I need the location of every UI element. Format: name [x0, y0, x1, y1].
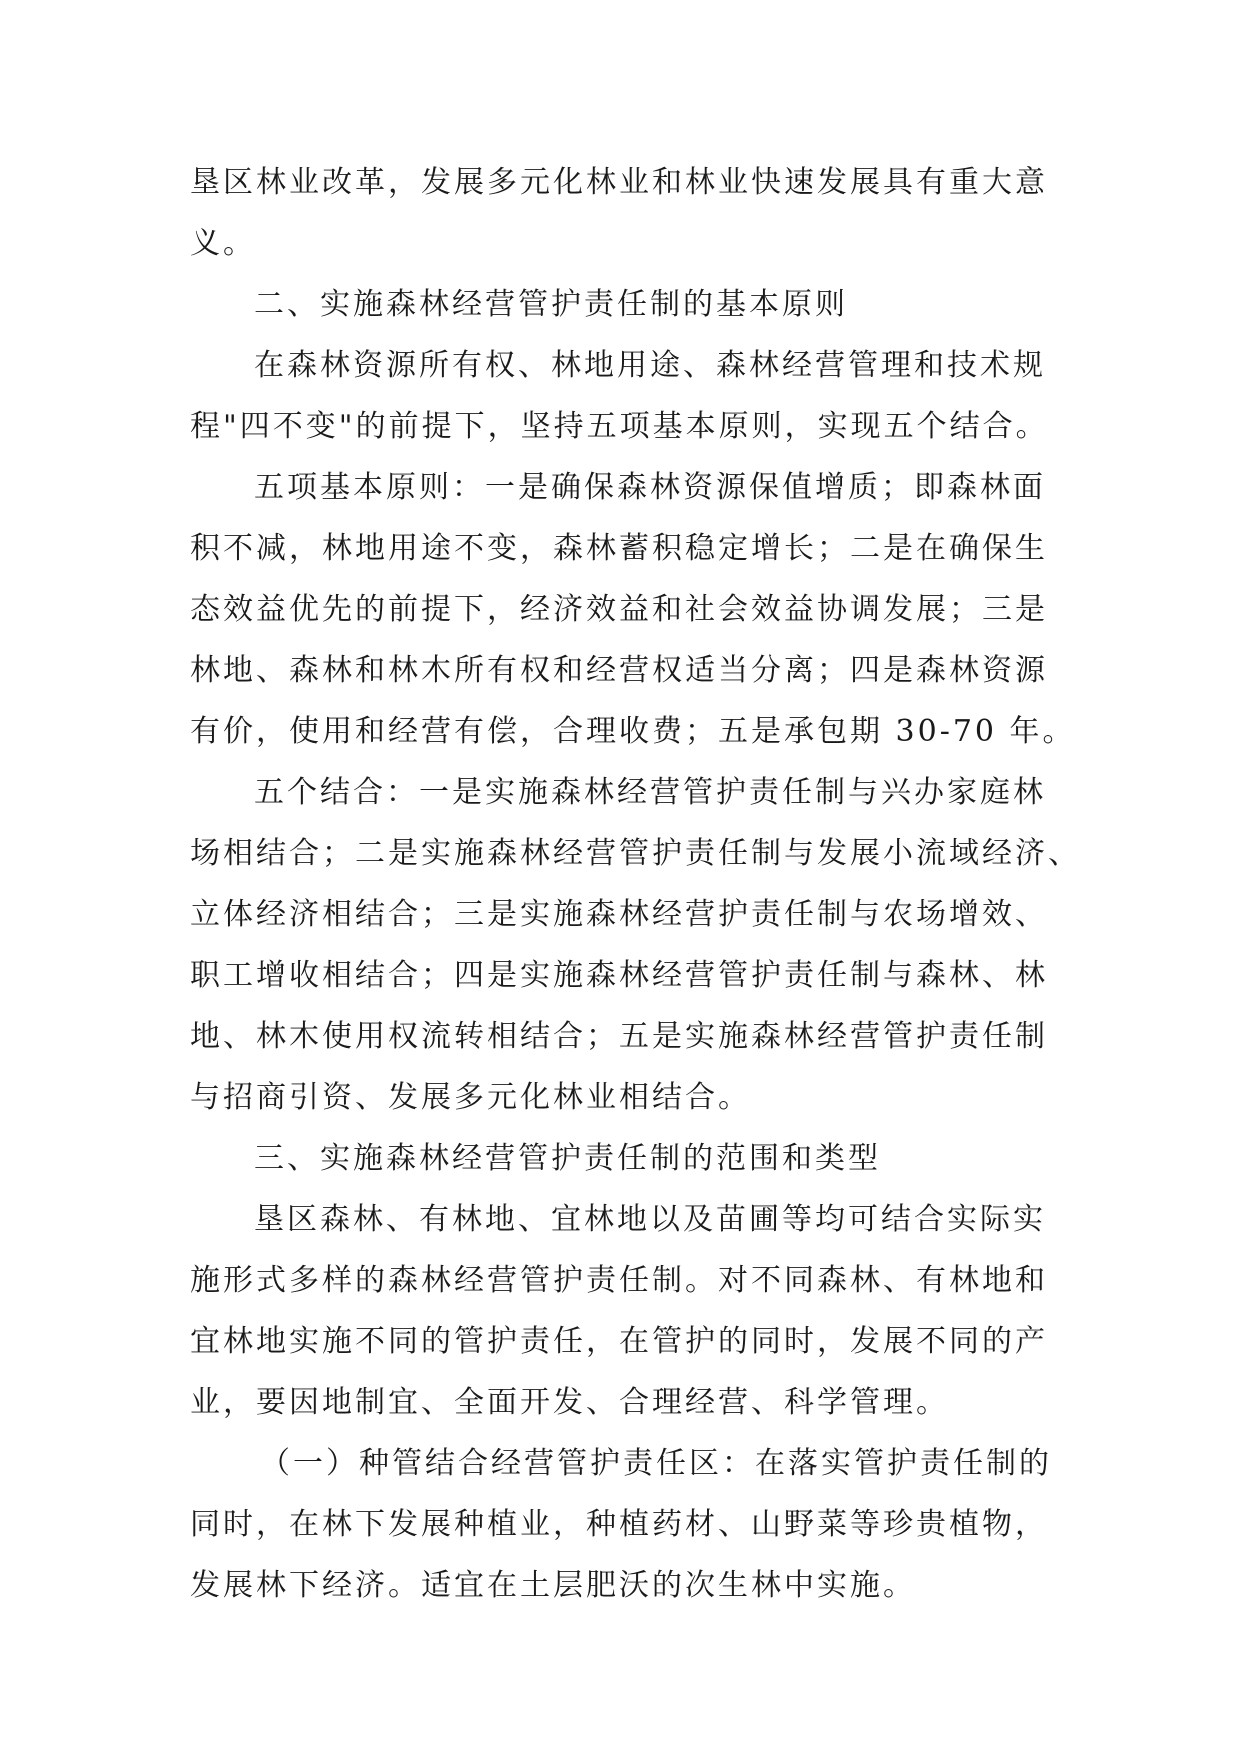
section-heading-3: 三、实施森林经营管护责任制的范围和类型: [254, 1141, 881, 1176]
paragraph-line: 地、林木使用权流转相结合；五是实施森林经营管护责任制: [190, 1019, 1048, 1054]
paragraph-line: 宜林地实施不同的管护责任，在管护的同时，发展不同的产: [190, 1324, 1048, 1359]
paragraph-line: 义。: [190, 226, 256, 261]
paragraph-line: 同时，在林下发展种植业，种植药材、山野菜等珍贵植物，: [190, 1507, 1048, 1542]
subsection-heading-1: （一）种管结合经营管护责任区：在落实管护责任制的: [260, 1446, 1052, 1481]
paragraph-line: 与招商引资、发展多元化林业相结合。: [190, 1080, 751, 1115]
paragraph-line: 程"四不变"的前提下，坚持五项基本原则，实现五个结合。: [190, 409, 1049, 444]
paragraph-line: 在森林资源所有权、林地用途、森林经营管理和技术规: [254, 348, 1046, 383]
paragraph-line: 场相结合；二是实施森林经营管护责任制与发展小流域经济、: [190, 836, 1081, 871]
paragraph-line: 立体经济相结合；三是实施森林经营护责任制与农场增效、: [190, 897, 1048, 932]
paragraph-line: 施形式多样的森林经营管护责任制。对不同森林、有林地和: [190, 1263, 1048, 1298]
paragraph-line: 有价，使用和经营有偿，合理收费；五是承包期 30-70 年。: [190, 714, 1076, 749]
paragraph-line: 林地、森林和林木所有权和经营权适当分离；四是森林资源: [190, 653, 1048, 688]
paragraph-line: 业，要因地制宜、全面开发、合理经营、科学管理。: [190, 1385, 949, 1420]
paragraph-line: 发展林下经济。适宜在土层肥沃的次生林中实施。: [190, 1568, 916, 1603]
document-page: [190, 152, 1081, 1616]
paragraph-line: 态效益优先的前提下，经济效益和社会效益协调发展；三是: [190, 592, 1048, 627]
paragraph-line: 垦区森林、有林地、宜林地以及苗圃等均可结合实际实: [254, 1202, 1046, 1237]
paragraph-line: 五项基本原则：一是确保森林资源保值增质；即森林面: [254, 470, 1046, 505]
paragraph-line: 五个结合：一是实施森林经营管护责任制与兴办家庭林: [254, 775, 1046, 810]
section-heading-2: 二、实施森林经营管护责任制的基本原则: [254, 287, 848, 322]
paragraph-line: 职工增收相结合；四是实施森林经营管护责任制与森林、林: [190, 958, 1048, 993]
paragraph-line: 垦区林业改革，发展多元化林业和林业快速发展具有重大意: [190, 165, 1048, 200]
paragraph-line: 积不减，林地用途不变，森林蓄积稳定增长；二是在确保生: [190, 531, 1048, 566]
